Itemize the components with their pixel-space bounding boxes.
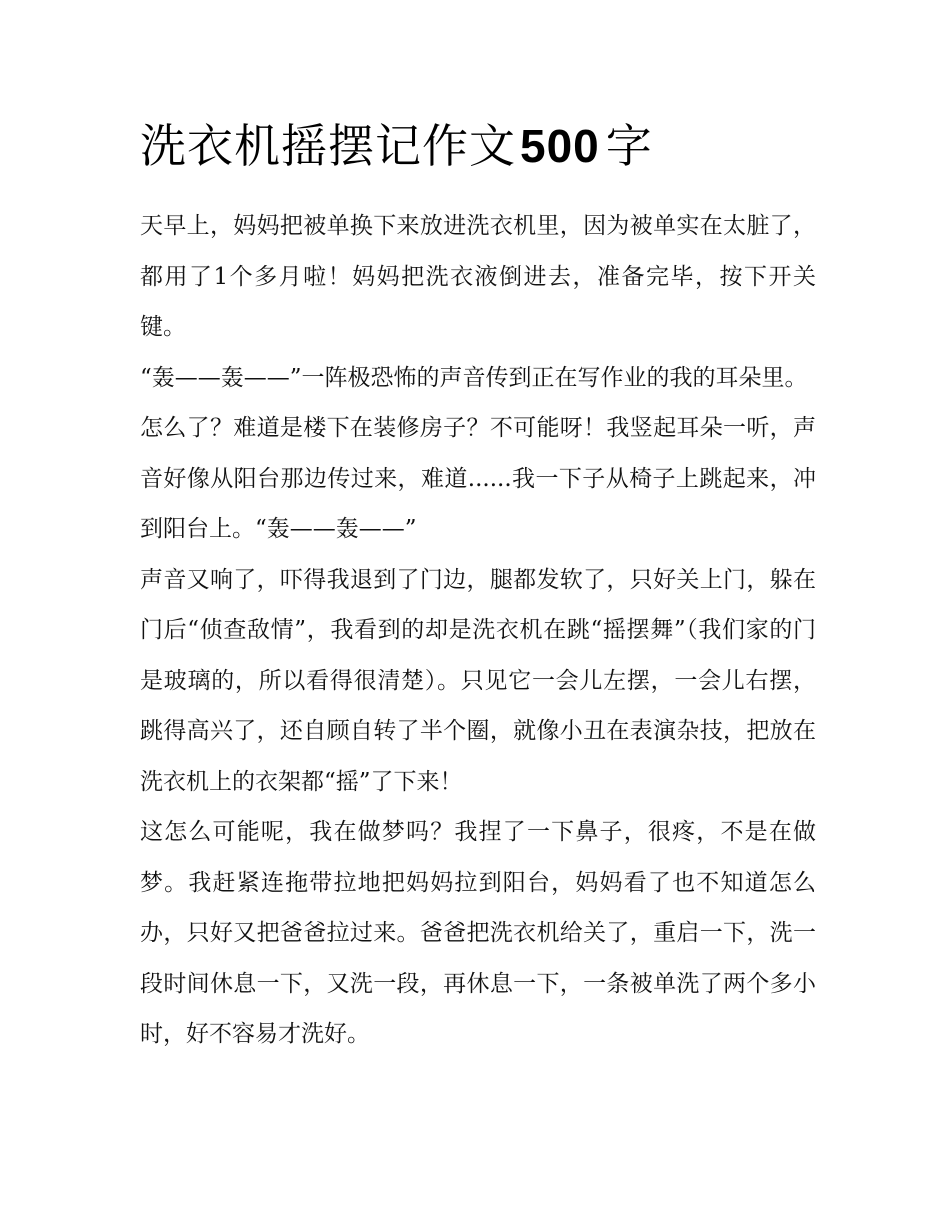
paragraph-1: 天早上，妈妈把被单换下来放进洗衣机里，因为被单实在太脏了，都用了1个多月啦！妈妈把洗衣液倒进去，准备完毕，按下开关键。 [140,213,816,340]
paragraph-4: 声音又响了，吓得我退到了门边，腿都发软了，只好关上门，躲在门后“侦查敌情”，我看到的却是洗衣机在跳“摇摆舞”（我们家的门是玻璃的，所以看得很清楚）。只见它一会儿左摆，一会儿右摆，跳得高兴了，还自顾自转了半个圈，就像小丑在表演杂技，把放在洗衣机上的衣架都“摇”了下来！ [140,566,816,795]
paragraph-5: 这怎么可能呢，我在做梦吗？我捏了一下鼻子，很疼，不是在做梦。我赶紧连拖带拉地把妈妈拉到阳台，妈妈看了也不知道怎么办，只好又把爸爸拉过来。爸爸把洗衣机给关了，重启一下，洗一段时间休息一下，又洗一段，再休息一下，一条被单洗了两个多小时，好不容易才洗好。 [140,819,816,1047]
paragraph-3: 怎么了？难道是楼下在装修房子？不可能呀！我竖起耳朵一听，声音好像从阳台那边传过来，难道......我一下子从椅子上跳起来，冲到阳台上。“轰——轰——” [140,415,816,542]
title-suffix: 字 [605,119,653,173]
title-number: 500 [520,120,600,172]
title-text: 洗衣机摇摆记作文 [140,119,516,173]
article-body [140,201,816,1060]
article-title [140,114,816,178]
article-content [140,114,816,1060]
paragraph-2: “轰——轰——”一阵极恐怖的声音传到正在写作业的我的耳朵里。 [140,364,808,391]
